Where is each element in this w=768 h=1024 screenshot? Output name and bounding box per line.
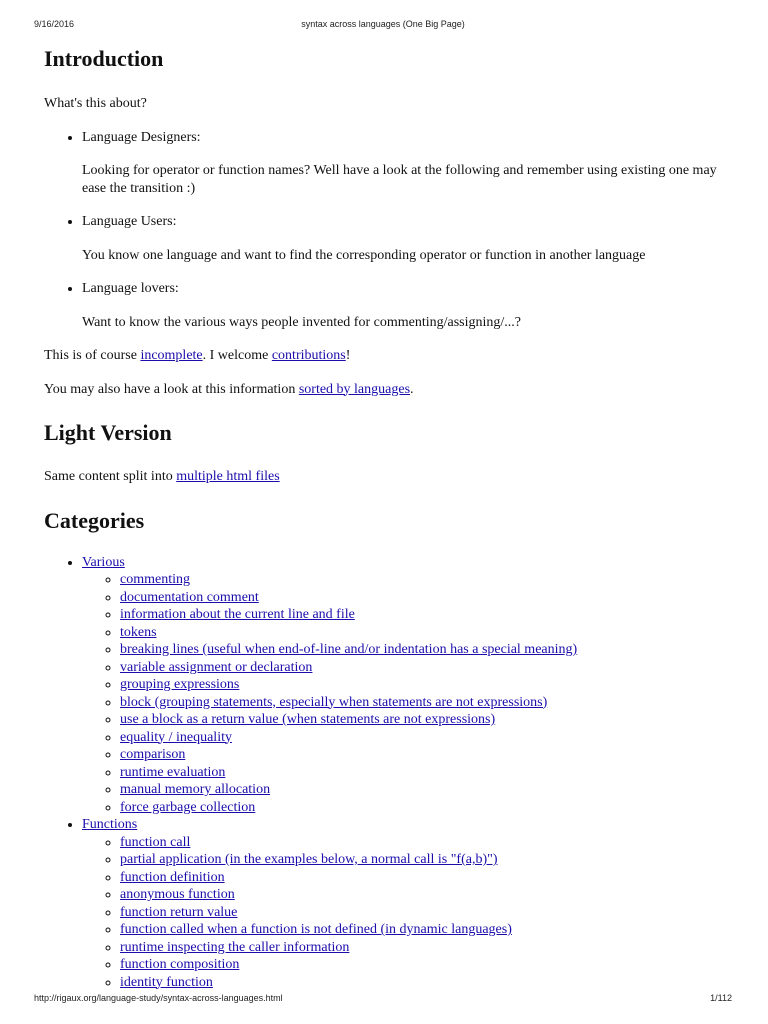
subcategory-link[interactable]: breaking lines (useful when end-of-line and/or indentation has a special meaning) [120, 642, 578, 657]
list-item [120, 886, 734, 904]
list-item [120, 589, 734, 607]
subcategory-link[interactable]: identity function [120, 974, 213, 990]
list-item [120, 781, 734, 799]
list-item [120, 851, 734, 869]
subcategory-link[interactable]: runtime evaluation [120, 764, 226, 780]
light-text-pre: Same content split into [44, 469, 177, 484]
list-item [120, 641, 734, 659]
subcategory-link[interactable]: comparison [120, 747, 186, 762]
sorted-post: . [410, 381, 414, 397]
list-item [120, 571, 734, 589]
subcategory-link[interactable]: grouping expressions [120, 677, 240, 692]
audience-title: Language Designers: [82, 129, 201, 145]
list-item [120, 974, 734, 992]
list-item [120, 834, 734, 852]
incomplete-post: ! [345, 348, 351, 363]
list-item [120, 764, 734, 782]
audience-list [44, 129, 734, 332]
audience-desc: You know one language and want to find the corresponding operator or function in another language [82, 247, 646, 263]
list-item [120, 711, 734, 729]
list-item [120, 606, 734, 624]
list-item [120, 659, 734, 677]
multiple-html-files-link[interactable]: multiple html files [176, 469, 280, 484]
category-link-functions[interactable]: Functions [82, 817, 138, 832]
subcategory-link[interactable]: variable assignment or declaration [120, 659, 313, 675]
subcategory-link[interactable]: information about the current line and file [120, 607, 355, 622]
page-content [44, 40, 734, 991]
intro-heading: Introduction [44, 46, 164, 71]
categories-list [44, 554, 734, 992]
audience-desc: Looking for operator or function names? Well have a look at the following and remember using existing one may ease the transition :) [82, 163, 717, 196]
intro-question: What's this about? [44, 96, 147, 111]
sorted-pre: You may also have a look at this information [44, 381, 299, 397]
subcategory-link[interactable]: function definition [120, 869, 225, 885]
incomplete-note [44, 347, 734, 365]
list-item [120, 694, 734, 712]
list-item [120, 799, 734, 817]
incomplete-link[interactable]: incomplete [140, 348, 203, 363]
audience-item [82, 213, 734, 264]
audience-title: Language Users: [82, 214, 177, 229]
sorted-note [44, 381, 734, 399]
print-page-number: 1/112 [710, 993, 732, 1003]
audience-item [82, 129, 734, 198]
print-header [34, 19, 732, 31]
audience-title: Language lovers: [82, 281, 179, 296]
sorted-by-languages-link[interactable]: sorted by languages [298, 381, 411, 397]
subcategory-link[interactable]: function composition [120, 957, 240, 972]
subcategory-link[interactable]: use a block as a return value (when statements are not expressions) [120, 712, 496, 727]
subcategory-link[interactable]: equality / inequality [120, 729, 232, 745]
incomplete-mid: . I welcome [202, 348, 272, 363]
list-item [120, 939, 734, 957]
print-title: syntax across languages (One Big Page) [301, 19, 465, 29]
contributions-link[interactable]: contributions [271, 348, 346, 363]
list-item [120, 729, 734, 747]
subcategory-list [82, 571, 734, 816]
subcategory-link[interactable]: manual memory allocation [120, 782, 271, 797]
list-item [120, 869, 734, 887]
subcategory-link[interactable]: tokens [120, 624, 157, 640]
categories-heading: Categories [44, 507, 145, 533]
subcategory-link[interactable]: partial application (in the examples below, a normal call is "f(a,b)") [120, 852, 498, 867]
subcategory-link[interactable]: commenting [120, 572, 190, 587]
subcategory-link[interactable]: force garbage collection [120, 799, 256, 815]
audience-desc: Want to know the various ways people invented for commenting/assigning/...? [82, 314, 522, 330]
category-group [82, 554, 734, 817]
list-item [120, 956, 734, 974]
list-item [120, 746, 734, 764]
subcategory-link[interactable]: function return value [120, 904, 238, 920]
category-link-various[interactable]: Various [82, 554, 125, 570]
print-date: 9/16/2016 [34, 19, 75, 29]
list-item [120, 904, 734, 922]
print-footer [34, 993, 732, 1005]
light-version-text [44, 468, 734, 486]
subcategory-list [82, 834, 734, 992]
print-url: http://rigaux.org/language-study/syntax-across-languages.html [34, 993, 283, 1003]
list-item [120, 921, 734, 939]
subcategory-link[interactable]: block (grouping statements, especially when statements are not expressions) [120, 694, 548, 710]
light-version-heading: Light Version [44, 420, 172, 445]
subcategory-link[interactable]: runtime inspecting the caller information [120, 939, 350, 955]
audience-item [82, 280, 734, 331]
category-group [82, 816, 734, 991]
subcategory-link[interactable]: function called when a function is not defined (in dynamic languages) [120, 922, 512, 937]
subcategory-link[interactable]: function call [120, 834, 191, 850]
subcategory-link[interactable]: documentation comment [120, 589, 259, 605]
incomplete-pre: This is of course [44, 348, 141, 363]
list-item [120, 624, 734, 642]
list-item [120, 676, 734, 694]
subcategory-link[interactable]: anonymous function [120, 887, 235, 902]
